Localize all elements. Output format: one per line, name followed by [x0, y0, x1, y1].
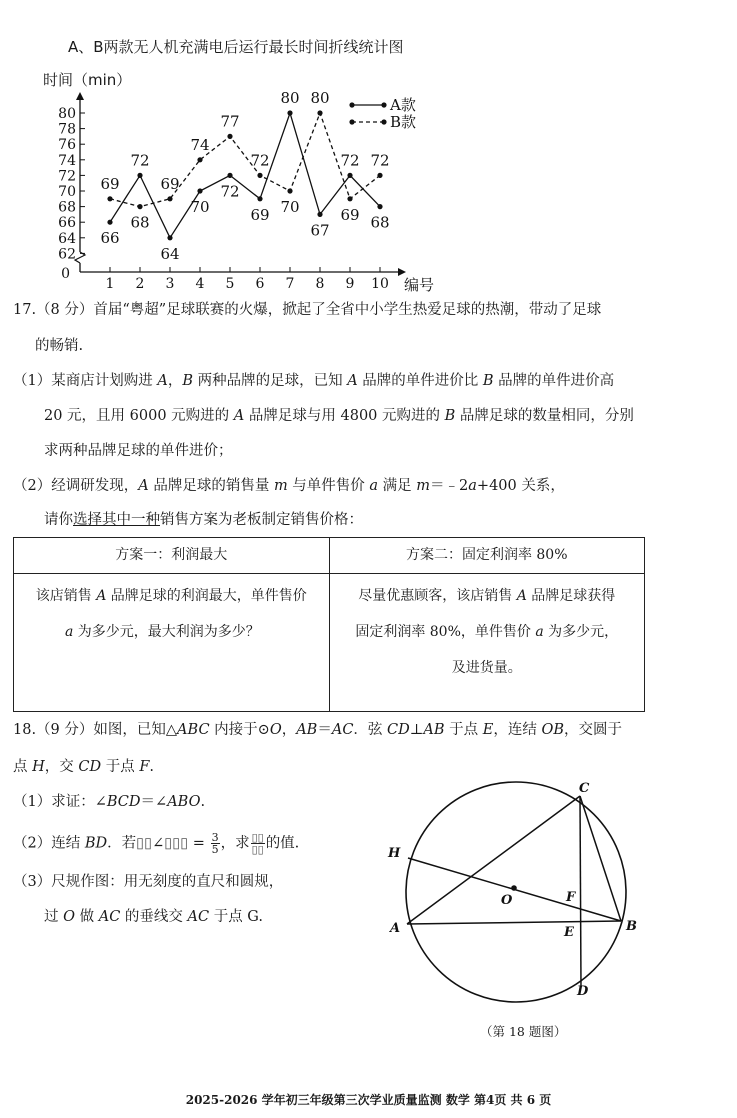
x-tick-label: 8 — [315, 276, 325, 292]
label-f: F — [566, 890, 576, 905]
chord-ab — [407, 921, 621, 924]
data-label-a: 69 — [250, 205, 270, 224]
sales-plan-table — [13, 537, 645, 712]
x-tick-label: 7 — [285, 276, 295, 292]
y-tick-label-zero: 0 — [61, 266, 70, 282]
data-point-b — [317, 110, 322, 115]
y-tick-label: 64 — [58, 230, 76, 247]
legend-label-a: A款 — [390, 96, 416, 114]
q18-sub2: （2）连结 BD．若▯▯∠▯▯▯ = $\frac{3}{5}$ ，求 $\frac{▯▯}{▯▯}$ 的值. — [13, 831, 300, 856]
data-label-a: 80 — [280, 89, 300, 107]
label-h: H — [388, 846, 401, 861]
x-tick-label: 10 — [371, 276, 389, 292]
x-tick-label: 9 — [345, 276, 355, 292]
data-point-b — [107, 196, 112, 201]
data-point-b — [287, 188, 292, 193]
y-tick-label: 70 — [58, 184, 76, 200]
y-tick-label: 74 — [58, 152, 76, 169]
data-label-b: 77 — [220, 112, 240, 131]
data-point-a — [347, 173, 352, 178]
y-tick-label: 68 — [58, 199, 76, 216]
plan2-title: 方案二：固定利润率 80% — [329, 538, 645, 574]
fraction-three-fifths: $\frac{3}{5}$ — [211, 831, 219, 856]
q18-sub1: （1）求证：∠BCD＝∠ABO. — [13, 794, 206, 810]
data-point-a — [257, 196, 262, 201]
data-label-b: 69 — [100, 174, 120, 193]
plan2-body: 尽量优惠顾客，该店销售 A 品牌足球获得 固定利润率 80%，单件售价 a 为多少元， 及进货量。 — [329, 574, 645, 712]
data-point-b — [137, 204, 142, 209]
q17-part1-line1: （1）某商店计划购进 A，B 两种品牌的足球，已知 A 品牌的单件进价比 B 品牌的单件进价高 — [13, 373, 615, 389]
label-d: D — [577, 984, 589, 999]
data-point-a — [317, 212, 322, 217]
data-label-a: 64 — [160, 244, 180, 263]
circle-geometry-figure — [370, 770, 660, 1010]
x-tick-label: 3 — [165, 276, 175, 292]
data-point-a — [137, 173, 142, 178]
x-tick-label: 5 — [225, 276, 235, 292]
data-label-a: 66 — [100, 229, 120, 248]
y-tick-label: 72 — [58, 168, 76, 185]
data-label-a: 67 — [310, 221, 330, 240]
fraction-placeholder: $\frac{▯▯}{▯▯}$ — [251, 831, 264, 856]
data-point-a — [197, 188, 202, 193]
data-label-a: 72 — [130, 151, 150, 170]
data-point-a — [287, 110, 292, 115]
y-tick-label: 76 — [58, 137, 76, 154]
q18-line2: 点 H，交 CD 于点 F. — [13, 759, 154, 775]
data-label-a: 70 — [190, 198, 210, 216]
page-footer: 2025-2026 学年初三年级第三次学业质量监测 数学 第4页 共 6 页 — [185, 1093, 552, 1107]
q17-line1: 17.（8 分）首届“粤超”足球联赛的火爆，掀起了全省中小学生热爱足球的热潮，带动了足球 — [13, 302, 602, 318]
data-label-b: 69 — [160, 174, 180, 193]
x-tick-label: 1 — [105, 276, 115, 292]
y-axis-arrow — [76, 92, 84, 100]
legend-point-a — [381, 102, 386, 107]
data-point-b — [257, 173, 262, 178]
circle-o — [406, 782, 626, 1002]
data-point-b — [197, 157, 202, 162]
chord-bc — [580, 796, 621, 921]
legend-point-b — [381, 119, 386, 124]
data-point-a — [227, 173, 232, 178]
data-label-b: 72 — [370, 151, 390, 170]
line-chart — [0, 0, 737, 300]
y-tick-label: 78 — [58, 121, 76, 138]
q18-sub3-line2: 过 O 做 AC 的垂线交 AC 于点 G. — [44, 909, 263, 925]
label-e: E — [564, 925, 574, 940]
plan1-title: 方案一：利润最大 — [14, 538, 330, 574]
chord-ac — [407, 796, 580, 924]
data-label-b: 74 — [190, 135, 210, 154]
data-point-b — [347, 196, 352, 201]
data-point-a — [377, 204, 382, 209]
y-tick-label: 62 — [58, 246, 76, 263]
legend-point-b — [349, 119, 354, 124]
data-label-b: 69 — [340, 205, 360, 224]
label-a: A — [390, 921, 401, 936]
chord-cd — [580, 796, 581, 987]
x-axis-arrow — [398, 268, 406, 276]
q18-line1: 18.（9 分）如图，已知△ABC 内接于⊙O，AB＝AC．弦 CD⊥AB 于点 E，连结 OB，交圆于 — [13, 722, 623, 738]
data-label-b: 72 — [250, 151, 270, 170]
data-label-b: 80 — [310, 89, 330, 107]
x-tick-label: 4 — [195, 276, 205, 292]
legend-label-b: B款 — [390, 113, 417, 131]
data-label-a: 72 — [220, 182, 240, 201]
label-c: C — [579, 781, 590, 796]
chart-ylabel: 时间（min） — [43, 71, 132, 89]
x-tick-label: 6 — [255, 276, 265, 292]
q17-part2-line2: 请你选择其中一种销售方案为老板制定销售价格： — [44, 512, 363, 528]
data-label-a: 72 — [340, 151, 360, 170]
chart-title: A、B两款无人机充满电后运行最长时间折线统计图 — [68, 38, 404, 56]
q17-part1-line3: 求两种品牌足球的单件进价； — [44, 443, 233, 459]
q17-part2-line1: （2）经调研发现，A 品牌足球的销售量 m 与单件售价 a 满足 m＝﹣2a+400 关系， — [13, 478, 565, 494]
data-label-b: 68 — [130, 213, 150, 232]
data-label-a: 68 — [370, 213, 390, 232]
data-point-a — [107, 220, 112, 225]
q17-part1-line2: 20 元，且用 6000 元购进的 A 品牌足球与用 4800 元购进的 B 品牌足球的数量相同，分别 — [44, 408, 634, 424]
x-axis-label: 编号 — [404, 276, 435, 294]
data-point-b — [167, 196, 172, 201]
y-tick-label: 80 — [58, 106, 76, 122]
q17-line2: 的畅销. — [35, 338, 84, 354]
y-tick-label: 66 — [58, 215, 76, 232]
label-b: B — [626, 919, 637, 934]
data-label-b: 70 — [280, 198, 300, 216]
plan1-body: 该店销售 A 品牌足球的利润最大，单件售价 a 为多少元，最大利润为多少？ — [14, 574, 330, 712]
center-point-o — [511, 885, 517, 891]
legend-point-a — [349, 102, 354, 107]
data-point-b — [227, 134, 232, 139]
data-point-b — [377, 173, 382, 178]
x-tick-label: 2 — [135, 276, 145, 292]
figure-caption: （第 18 题图） — [480, 1024, 567, 1039]
label-o: O — [501, 893, 513, 908]
data-point-a — [167, 235, 172, 240]
q18-sub3-line1: （3）尺规作图：用无刻度的直尺和圆规， — [13, 874, 284, 890]
